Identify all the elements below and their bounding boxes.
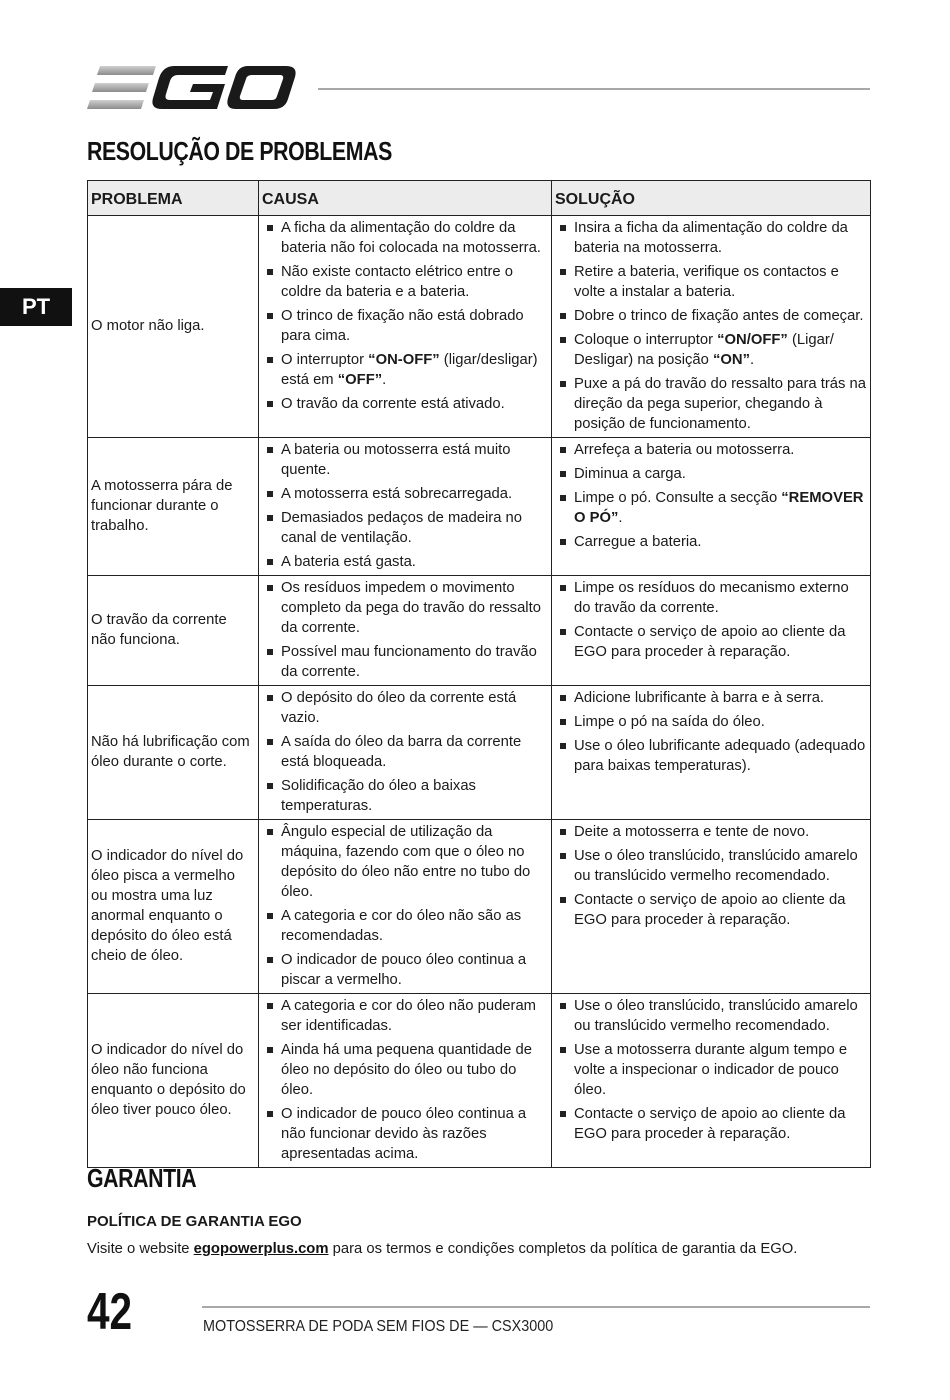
ego-logo-icon xyxy=(86,64,298,112)
cause-item: O trinco de fixação não está dobrado para cima. xyxy=(262,306,548,346)
cause-item: A categoria e cor do óleo não puderam ser identificadas. xyxy=(262,996,548,1036)
solution-item: Coloque o interruptor “ON/OFF” (Ligar/ Desligar) na posição “ON”. xyxy=(555,330,867,370)
solution-item: Dobre o trinco de fixação antes de começar. xyxy=(555,306,867,326)
header-cause: CAUSA xyxy=(259,181,552,216)
cause-item: A saída do óleo da barra da corrente está bloqueada. xyxy=(262,732,548,772)
cause-item: O depósito do óleo da corrente está vazio. xyxy=(262,688,548,728)
solution-cell xyxy=(552,216,871,438)
solution-item: Limpe os resíduos do mecanismo externo do travão da corrente. xyxy=(555,578,867,618)
problem-cell: O travão da corrente não funciona. xyxy=(88,576,259,686)
header-solution: SOLUÇÃO xyxy=(552,181,871,216)
table-row xyxy=(88,994,871,1168)
warranty-link[interactable]: egopowerplus.com xyxy=(193,1241,329,1257)
warranty-title: GARANTIA xyxy=(87,1163,197,1193)
header-problem: PROBLEMA xyxy=(88,181,259,216)
cause-item: Não existe contacto elétrico entre o coldre da bateria e a bateria. xyxy=(262,262,548,302)
problem-cell: O indicador do nível do óleo pisca a vermelho ou mostra uma luz anormal enquanto o depósito do óleo está cheio de óleo. xyxy=(88,820,259,994)
solution-item: Retire a bateria, verifique os contactos e volte a instalar a bateria. xyxy=(555,262,867,302)
solution-cell xyxy=(552,994,871,1168)
warranty-text-before: Visite o website xyxy=(87,1241,194,1257)
cause-cell xyxy=(259,820,552,994)
solution-item: Puxe a pá do travão do ressalto para trás na direção da pega superior, chegando à posição de funcionamento. xyxy=(555,374,867,434)
cause-item: Demasiados pedaços de madeira no canal de ventilação. xyxy=(262,508,548,548)
solution-item: Insira a ficha da alimentação do coldre da bateria na motosserra. xyxy=(555,218,867,258)
cause-item: A categoria e cor do óleo não são as recomendadas. xyxy=(262,906,548,946)
warranty-policy-title: POLÍTICA DE GARANTIA EGO xyxy=(87,1213,302,1230)
solution-cell xyxy=(552,686,871,820)
cause-item: O travão da corrente está ativado. xyxy=(262,394,548,414)
table-row xyxy=(88,438,871,576)
solution-item: Use a motosserra durante algum tempo e volte a inspecionar o indicador de pouco óleo. xyxy=(555,1040,867,1100)
problem-cell: A motosserra pára de funcionar durante o trabalho. xyxy=(88,438,259,576)
table-row xyxy=(88,216,871,438)
solution-item: Contacte o serviço de apoio ao cliente da EGO para proceder à reparação. xyxy=(555,622,867,662)
solution-item: Adicione lubrificante à barra e à serra. xyxy=(555,688,867,708)
table-row xyxy=(88,820,871,994)
problem-cell: Não há lubrificação com óleo durante o corte. xyxy=(88,686,259,820)
cause-item: A bateria ou motosserra está muito quente. xyxy=(262,440,548,480)
cause-cell xyxy=(259,686,552,820)
cause-item: Os resíduos impedem o movimento completo da pega do travão do ressalto da corrente. xyxy=(262,578,548,638)
solution-item: Use o óleo translúcido, translúcido amarelo ou translúcido vermelho recomendado. xyxy=(555,846,867,886)
table-header-row xyxy=(88,181,871,216)
cause-item: Possível mau funcionamento do travão da corrente. xyxy=(262,642,548,682)
solution-item: Contacte o serviço de apoio ao cliente da EGO para proceder à reparação. xyxy=(555,1104,867,1144)
solution-item: Deite a motosserra e tente de novo. xyxy=(555,822,867,842)
cause-item: O interruptor “ON-OFF” (ligar/desligar) está em “OFF”. xyxy=(262,350,548,390)
cause-item: O indicador de pouco óleo continua a piscar a vermelho. xyxy=(262,950,548,990)
cause-item: Solidificação do óleo a baixas temperaturas. xyxy=(262,776,548,816)
solution-item: Contacte o serviço de apoio ao cliente da EGO para proceder à reparação. xyxy=(555,890,867,930)
table-row xyxy=(88,686,871,820)
cause-cell xyxy=(259,994,552,1168)
footer-rule xyxy=(202,1306,870,1308)
warranty-text-after: para os termos e condições completos da política de garantia da EGO. xyxy=(328,1241,798,1257)
cause-item: Ângulo especial de utilização da máquina, fazendo com que o óleo no depósito do óleo não entre no tubo do óleo. xyxy=(262,822,548,902)
troubleshooting-title: RESOLUÇÃO DE PROBLEMAS xyxy=(87,136,392,166)
cause-cell xyxy=(259,438,552,576)
solution-item: Use o óleo translúcido, translúcido amarelo ou translúcido vermelho recomendado. xyxy=(555,996,867,1036)
cause-item: A ficha da alimentação do coldre da bateria não foi colocada na motosserra. xyxy=(262,218,548,258)
solution-item: Arrefeça a bateria ou motosserra. xyxy=(555,440,867,460)
page-number: 42 xyxy=(87,1283,133,1341)
cause-item: O indicador de pouco óleo continua a não funcionar devido às razões apresentadas acima. xyxy=(262,1104,548,1164)
solution-cell xyxy=(552,438,871,576)
warranty-text xyxy=(87,1241,797,1257)
header-rule xyxy=(318,88,870,90)
cause-cell xyxy=(259,576,552,686)
cause-item: A bateria está gasta. xyxy=(262,552,548,572)
problem-cell: O motor não liga. xyxy=(88,216,259,438)
solution-item: Limpe o pó. Consulte a secção “REMOVER O PÓ”. xyxy=(555,488,867,528)
table-row xyxy=(88,576,871,686)
language-tab: PT xyxy=(0,288,72,326)
solution-item: Carregue a bateria. xyxy=(555,532,867,552)
solution-item: Use o óleo lubrificante adequado (adequado para baixas temperaturas). xyxy=(555,736,867,776)
cause-item: Ainda há uma pequena quantidade de óleo no depósito do óleo ou tubo do óleo. xyxy=(262,1040,548,1100)
solution-item: Diminua a carga. xyxy=(555,464,867,484)
problem-cell: O indicador do nível do óleo não funciona enquanto o depósito do óleo tiver pouco óleo. xyxy=(88,994,259,1168)
solution-item: Limpe o pó na saída do óleo. xyxy=(555,712,867,732)
solution-cell xyxy=(552,820,871,994)
solution-cell xyxy=(552,576,871,686)
troubleshooting-table xyxy=(87,180,871,1168)
cause-item: A motosserra está sobrecarregada. xyxy=(262,484,548,504)
footer-product: MOTOSSERRA DE PODA SEM FIOS DE — CSX3000 xyxy=(203,1318,554,1335)
cause-cell xyxy=(259,216,552,438)
